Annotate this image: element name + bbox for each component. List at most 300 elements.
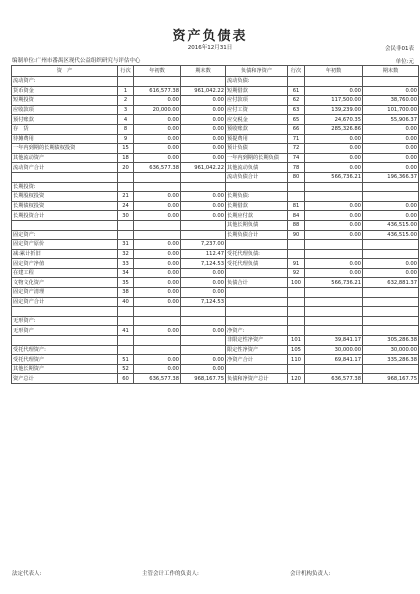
table-cell: 110 [288,355,305,365]
table-cell [305,307,363,317]
table-cell: 38 [118,288,134,298]
table-cell: 74 [288,153,305,163]
table-cell: 存 货 [12,124,118,134]
table-cell [134,307,181,317]
table-cell: 7,124.53 [181,297,226,307]
table-cell: 71 [288,134,305,144]
table-cell: 7,237.00 [181,240,226,250]
table-row [12,316,419,326]
table-cell: 无形资产 [12,326,118,336]
table-cell: 货币资金 [12,86,118,96]
table-cell: 117,500.00 [305,96,363,106]
table-cell: 30,000.00 [305,345,363,355]
table-cell: 196,366.37 [363,172,419,182]
table-cell: 负债和净资产总计 [226,374,288,384]
table-cell: 0.00 [181,326,226,336]
table-cell: 0.00 [305,211,363,221]
table-cell [118,220,134,230]
table-cell: 7,124.53 [181,259,226,269]
table-cell: 0.00 [134,144,181,154]
table-cell: 其他流动资产 [12,153,118,163]
table-cell: 968,167.75 [363,374,419,384]
table-cell: 固定资产合计 [12,297,118,307]
table-cell: 112.47 [181,249,226,259]
table-row [12,240,419,250]
table-cell: 632,881.37 [363,278,419,288]
table-cell: 91 [288,259,305,269]
table-cell: 0.00 [363,144,419,154]
table-cell [181,220,226,230]
table-row [12,192,419,202]
table-cell: 24,670.35 [305,115,363,125]
table-cell: 文物文化资产 [12,278,118,288]
table-cell: 0.00 [134,278,181,288]
table-cell [363,307,419,317]
table-cell: 0.00 [181,211,226,221]
table-cell [363,297,419,307]
table-cell: 566,736.21 [305,172,363,182]
table-row [12,163,419,173]
legal-representative-label: 法定代表人: [12,571,42,577]
table-cell: 受托代理负债: [226,249,288,259]
table-row [12,345,419,355]
table-cell: 0.00 [305,230,363,240]
column-header: 行次 [288,66,305,77]
table-cell [305,316,363,326]
page-title: 资产负债表 [172,29,248,44]
table-cell [288,240,305,250]
table-cell [181,316,226,326]
table-cell: 0.00 [134,259,181,269]
table-cell: 39,841.17 [305,336,363,346]
table-cell [226,240,288,250]
table-cell: 961,042.22 [181,86,226,96]
table-cell: 30 [118,211,134,221]
table-cell: 限定性净资产 [226,345,288,355]
table-cell: 0.00 [305,134,363,144]
table-cell: 其他长期负债 [226,220,288,230]
table-cell [181,182,226,192]
table-cell: 固定资产净值 [12,259,118,269]
table-cell: 120 [288,374,305,384]
table-row [12,355,419,365]
table-cell [305,77,363,87]
table-cell: 4 [118,115,134,125]
table-cell [118,345,134,355]
table-cell [363,192,419,202]
table-cell [118,182,134,192]
table-cell [288,297,305,307]
table-cell: 105 [288,345,305,355]
table-cell: 0.00 [305,86,363,96]
table-cell: 0.00 [363,134,419,144]
table-cell: 一年内到期的长期债权投资 [12,144,118,154]
table-cell: 436,515.00 [363,220,419,230]
table-cell [363,316,419,326]
table-cell: 0.00 [134,201,181,211]
table-cell [12,336,118,346]
table-cell: 0.00 [181,134,226,144]
table-cell: 636,577.38 [305,374,363,384]
table-cell: 0.00 [363,211,419,221]
table-cell: 18 [118,153,134,163]
table-cell [12,307,118,317]
table-cell: 固定资产清理 [12,288,118,298]
table-cell: 固定资产: [12,230,118,240]
table-cell: 35 [118,278,134,288]
table-cell: 固定资产原价 [12,240,118,250]
table-row [12,182,419,192]
table-row [12,201,419,211]
accounting-head-label: 主管会计工作的负责人: [142,571,199,577]
table-cell: 1 [118,86,134,96]
table-row [12,220,419,230]
table-cell: 21 [118,192,134,202]
column-header: 行次 [118,66,134,77]
table-cell: 0.00 [134,96,181,106]
table-row [12,144,419,154]
table-cell: 92 [288,268,305,278]
table-cell: 100 [288,278,305,288]
column-header: 期末数 [363,66,419,77]
table-cell: 负债合计 [226,278,288,288]
table-cell: 资产总计 [12,374,118,384]
table-cell [226,288,288,298]
form-number: 会民非01表 [385,46,414,52]
table-cell: 88 [288,220,305,230]
table-cell: 69,841.17 [305,355,363,365]
table-cell: 短期借款 [226,86,288,96]
table-cell [305,364,363,374]
table-cell [118,316,134,326]
table-cell: 0.00 [134,211,181,221]
table-cell [226,307,288,317]
table-row [12,307,419,317]
table-cell: 长期投资: [12,182,118,192]
table-cell: 30,000.00 [363,345,419,355]
table-cell: 0.00 [134,364,181,374]
table-cell: 预提费用 [226,134,288,144]
table-cell: 0.00 [363,163,419,173]
table-row [12,336,419,346]
table-cell [363,240,419,250]
table-row [12,249,419,259]
table-cell: 0.00 [134,134,181,144]
table-cell: 0.00 [134,249,181,259]
table-cell: 0.00 [363,268,419,278]
table-cell: 0.00 [363,259,419,269]
table-cell: 无形资产: [12,316,118,326]
table-cell: 流动资产: [12,77,118,87]
table-cell [288,326,305,336]
currency-unit: 单位:元 [395,59,414,65]
table-cell [118,307,134,317]
table-cell [363,77,419,87]
table-row [12,153,419,163]
table-body [12,77,419,384]
table-cell: 66 [288,124,305,134]
column-header: 年初数 [134,66,181,77]
table-cell: 0.00 [181,268,226,278]
table-cell: 0.00 [305,153,363,163]
table-cell: 流动负债合计 [226,172,288,182]
table-cell: 净资产合计 [226,355,288,365]
table-cell: 335,286.38 [363,355,419,365]
table-cell: 0.00 [305,201,363,211]
table-cell: 其他流动负债 [226,163,288,173]
table-cell: 0.00 [134,268,181,278]
table-cell: 长期负债合计 [226,230,288,240]
table-cell [288,307,305,317]
accounting-org-head-label: 会计机构负责人: [290,571,331,577]
table-cell [288,249,305,259]
table-cell: 长期股权投资 [12,192,118,202]
table-cell [226,182,288,192]
table-cell: 15 [118,144,134,154]
table-row [12,86,419,96]
table-cell [12,172,118,182]
table-cell [305,249,363,259]
table-cell [181,77,226,87]
table-cell: 0.00 [181,124,226,134]
table-cell: 0.00 [134,297,181,307]
table-cell: 0.00 [363,124,419,134]
table-row [12,105,419,115]
table-cell: 长期借款 [226,201,288,211]
table-cell: 流动资产合计 [12,163,118,173]
table-cell: 0.00 [181,288,226,298]
table-cell [118,230,134,240]
table-cell: 80 [288,172,305,182]
balance-sheet-table [11,65,419,384]
table-cell: 24 [118,201,134,211]
table-row [12,297,419,307]
table-cell [134,316,181,326]
table-row [12,77,419,87]
table-cell: 0.00 [134,192,181,202]
table-cell: 0.00 [134,115,181,125]
table-cell [181,307,226,317]
table-cell: 0.00 [181,364,226,374]
table-cell: 非限定性净资产 [226,336,288,346]
table-cell [134,230,181,240]
table-cell: 长期债权投资 [12,201,118,211]
table-cell: 预收账款 [226,124,288,134]
table-cell [134,77,181,87]
column-header: 期末数 [181,66,226,77]
table-cell: 32 [118,249,134,259]
table-cell [305,297,363,307]
table-cell [226,316,288,326]
table-cell: 0.00 [181,115,226,125]
table-row [12,326,419,336]
table-cell: 38,760.00 [363,96,419,106]
table-row [12,268,419,278]
table-cell: 净资产: [226,326,288,336]
table-cell: 285,326.86 [305,124,363,134]
table-cell: 0.00 [181,278,226,288]
table-cell: 0.00 [134,326,181,336]
table-cell: 63 [288,105,305,115]
table-cell [118,77,134,87]
table-cell: 0.00 [181,144,226,154]
table-cell: 62 [288,96,305,106]
table-cell: 305,286.38 [363,336,419,346]
table-cell [288,192,305,202]
table-cell [363,364,419,374]
table-cell: 81 [288,201,305,211]
table-cell [226,268,288,278]
table-cell: 受托代理资产: [12,345,118,355]
table-cell [134,336,181,346]
table-cell [288,364,305,374]
table-cell: 0.00 [181,96,226,106]
table-cell: 101 [288,336,305,346]
report-date: 2016年12月31日 [187,45,233,51]
table-cell [288,288,305,298]
table-cell: 33 [118,259,134,269]
table-cell: 31 [118,240,134,250]
table-cell: 52 [118,364,134,374]
table-cell: 101,700.00 [363,105,419,115]
table-cell [134,220,181,230]
table-cell: 减:累计折旧 [12,249,118,259]
table-cell: 0.00 [181,153,226,163]
table-row [12,278,419,288]
table-cell: 在建工程 [12,268,118,278]
column-header: 资 产 [12,66,118,77]
table-cell: 待摊费用 [12,134,118,144]
table-cell: 受托代理资产 [12,355,118,365]
table-cell [288,77,305,87]
table-cell [134,345,181,355]
table-cell [363,326,419,336]
table-row [12,211,419,221]
table-header-row [12,66,419,77]
table-cell: 预计负债 [226,144,288,154]
table-cell: 20,000.00 [134,105,181,115]
table-cell: 0.00 [134,355,181,365]
table-cell: 一年内到期的长期负债 [226,153,288,163]
table-cell: 636,577.38 [134,163,181,173]
table-cell [181,336,226,346]
table-cell: 0.00 [363,86,419,96]
table-cell [134,172,181,182]
table-cell: 其他长期资产 [12,364,118,374]
table-cell: 0.00 [363,201,419,211]
table-cell: 0.00 [134,240,181,250]
table-cell: 34 [118,268,134,278]
table-cell: 51 [118,355,134,365]
table-cell: 65 [288,115,305,125]
table-row [12,172,419,182]
table-cell [363,182,419,192]
table-cell [305,182,363,192]
table-cell [181,230,226,240]
table-cell: 72 [288,144,305,154]
column-header: 年初数 [305,66,363,77]
table-cell: 41 [118,326,134,336]
table-cell: 55,906.37 [363,115,419,125]
table-cell: 0.00 [181,192,226,202]
table-cell [118,172,134,182]
table-cell: 短期投资 [12,96,118,106]
table-cell: 长期投资合计 [12,211,118,221]
table-row [12,96,419,106]
table-cell: 566,736.21 [305,278,363,288]
table-cell: 应收款项 [12,105,118,115]
table-row [12,230,419,240]
table-cell: 长期应付款 [226,211,288,221]
table-cell: 2 [118,96,134,106]
table-cell [134,182,181,192]
table-cell: 84 [288,211,305,221]
table-cell: 0.00 [134,153,181,163]
table-cell [363,249,419,259]
table-cell: 968,167.75 [181,374,226,384]
table-cell [305,288,363,298]
table-row [12,364,419,374]
table-cell [226,364,288,374]
table-cell: 应交税金 [226,115,288,125]
table-cell: 636,577.38 [134,374,181,384]
table-cell: 20 [118,163,134,173]
table-cell [118,336,134,346]
table-cell: 40 [118,297,134,307]
table-cell: 0.00 [305,268,363,278]
table-cell [288,316,305,326]
table-cell: 616,577.38 [134,86,181,96]
table-cell: 90 [288,230,305,240]
table-cell: 应付工资 [226,105,288,115]
table-cell: 0.00 [181,105,226,115]
table-cell: 0.00 [305,259,363,269]
table-cell: 139,239.00 [305,105,363,115]
table-cell [288,182,305,192]
table-cell: 61 [288,86,305,96]
table-cell: 0.00 [134,288,181,298]
table-cell: 长期负债: [226,192,288,202]
table-cell: 0.00 [305,220,363,230]
table-row [12,115,419,125]
table-cell: 流动负债: [226,77,288,87]
table-row [12,124,419,134]
table-row [12,259,419,269]
table-cell: 0.00 [305,163,363,173]
table-cell: 961,042.22 [181,163,226,173]
table-cell [363,288,419,298]
table-cell [181,172,226,182]
table-cell [226,297,288,307]
table-row [12,374,419,384]
table-cell [305,326,363,336]
table-cell [181,345,226,355]
table-cell [305,192,363,202]
table-row [12,288,419,298]
table-cell: 9 [118,134,134,144]
table-cell: 60 [118,374,134,384]
table-cell: 436,515.00 [363,230,419,240]
table-cell: 0.00 [181,355,226,365]
table-cell [305,240,363,250]
column-header: 负债和净资产 [226,66,288,77]
table-cell: 8 [118,124,134,134]
table-cell: 受托代理负债 [226,259,288,269]
table-cell: 0.00 [134,124,181,134]
table-cell [12,220,118,230]
table-cell: 78 [288,163,305,173]
table-cell: 0.00 [181,201,226,211]
